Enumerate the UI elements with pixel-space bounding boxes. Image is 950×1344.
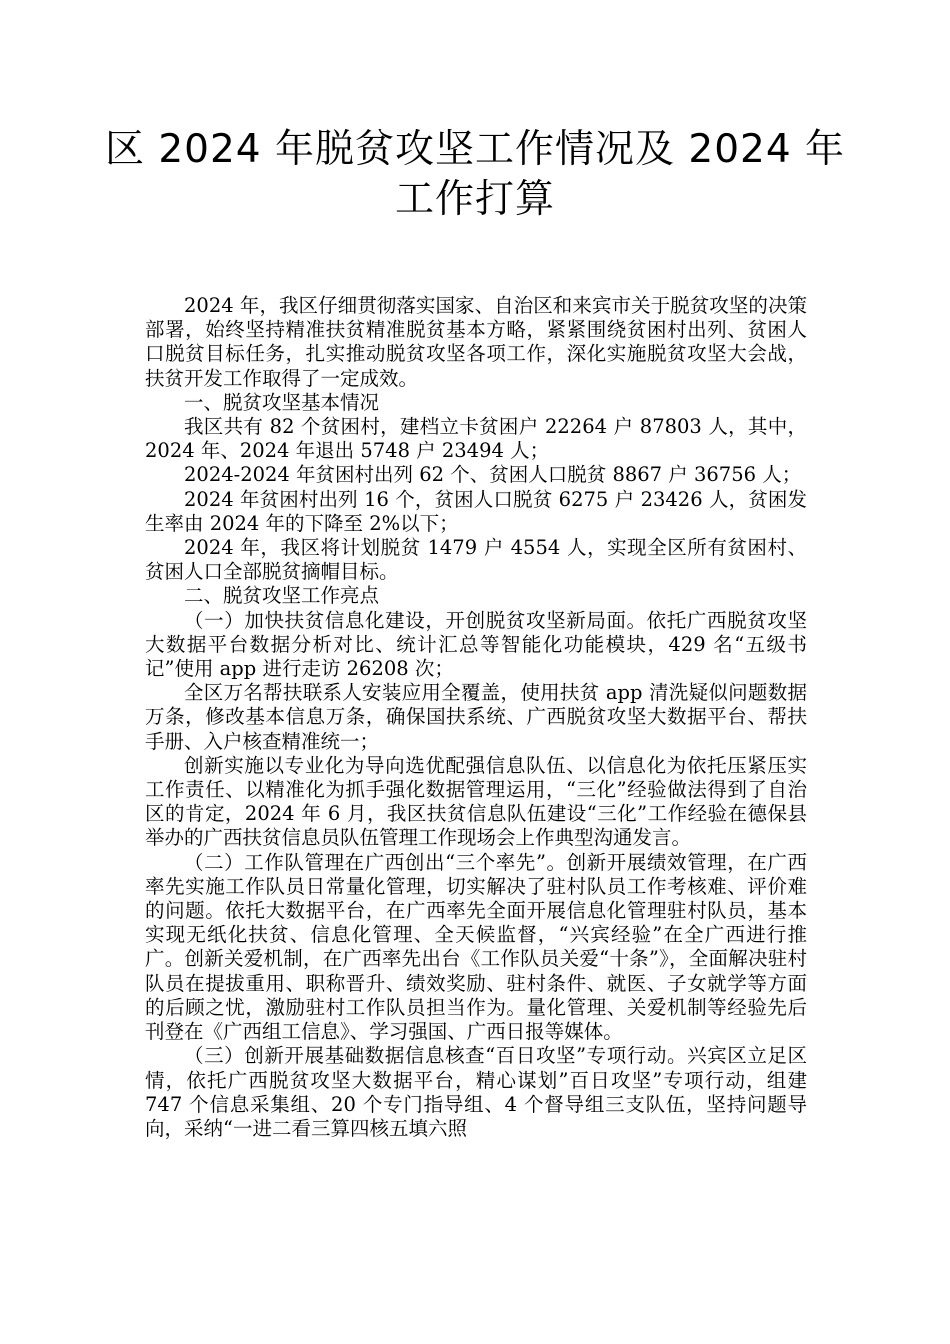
section-heading-2: 二、脱贫攻坚工作亮点	[184, 584, 380, 608]
paragraph: 2024 年贫困村出列 16 个，贫困人口脱贫 6275 户 23426 人，贫困发生率由 2024 年的下降至 2%以下；	[145, 487, 807, 535]
paragraph: 2024 年，我区将计划脱贫 1479 户 4554 人，实现全区所有贫困村、贫困人口全部脱贫摘帽目标。	[145, 536, 807, 584]
paragraph: （三）创新开展基础数据信息核查“百日攻坚”专项行动。兴宾区立足区情，依托广西脱贫攻坚大数据平台，精心谋划”百日攻坚”专项行动，组建 747 个信息采集组、20 个专门指导组、4 个督导组三支队伍，坚持问题导向，采纳“一进二看三算四核五填六照	[145, 1044, 807, 1140]
paragraph: 创新实施以专业化为导向选优配强信息队伍、以信息化为依托压紧压实工作责任、以精准化为抓手强化数据管理运用，“三化”经验做法得到了自治区的肯定，2024 年 6 月，我区扶贫信息队伍建设“三化”工作经验在德保县举办的广西扶贫信息员队伍管理工作现场会上作典型沟通发言。	[145, 753, 807, 850]
paragraph-intro: 2024 年，我区仔细贯彻落实国家、自治区和来宾市关于脱贫攻坚的决策部署，始终坚持精准扶贫精准脱贫基本方略，紧紧围绕贫困村出列、贫困人口脱贫目标任务，扎实推动脱贫攻坚各项工作，深化实施脱贫攻坚大会战，扶贫开发工作取得了一定成效。	[145, 294, 807, 390]
document-title	[80, 125, 870, 225]
section-heading-1: 一、脱贫攻坚基本情况	[184, 390, 380, 414]
title-line-1: 区 2024 年脱贫攻坚工作情况及 2024 年	[104, 127, 846, 172]
paragraph: （二）工作队管理在广西创出“三个率先”。创新开展绩效管理，在广西率先实施工作队员日常量化管理，切实解决了驻村队员工作考核难、评价难的问题。依托大数据平台，在广西率先全面开展信息化管理驻村队员，基本实现无纸化扶贫、信息化管理、全天候监督，“兴宾经验”在全广西进行推广。创新关爱机制，在广西率先出台《工作队员关爱“十条”》，全面解决驻村队员在提拔重用、职称晋升、绩效奖励、驻村条件、就医、子女就学等方面的后顾之忧，激励驻村工作队员担当作为。量化管理、关爱机制等经验先后刊登在《广西组工信息》、学习强国、广西日报等媒体。	[145, 850, 807, 1044]
paragraph: 我区共有 82 个贫困村，建档立卡贫困户 22264 户 87803 人，其中，2024 年、2024 年退出 5748 户 23494 人；	[145, 415, 807, 463]
paragraph: （一）加快扶贫信息化建设，开创脱贫攻坚新局面。依托广西脱贫攻坚大数据平台数据分析对比、统计汇总等智能化功能模块，429 名“五级书记”使用 app 进行走访 26208 次；	[145, 608, 807, 681]
paragraph: 全区万名帮扶联系人安装应用全覆盖，使用扶贫 app 清洗疑似问题数据万条，修改基本信息万条，确保国扶系统、广西脱贫攻坚大数据平台、帮扶手册、入户核查精准统一；	[145, 681, 807, 753]
document-body	[145, 294, 807, 1141]
title-line-2: 工作打算	[394, 177, 555, 222]
paragraph: 2024-2024 年贫困村出列 62 个、贫困人口脱贫 8867 户 36756 人；	[184, 463, 802, 487]
